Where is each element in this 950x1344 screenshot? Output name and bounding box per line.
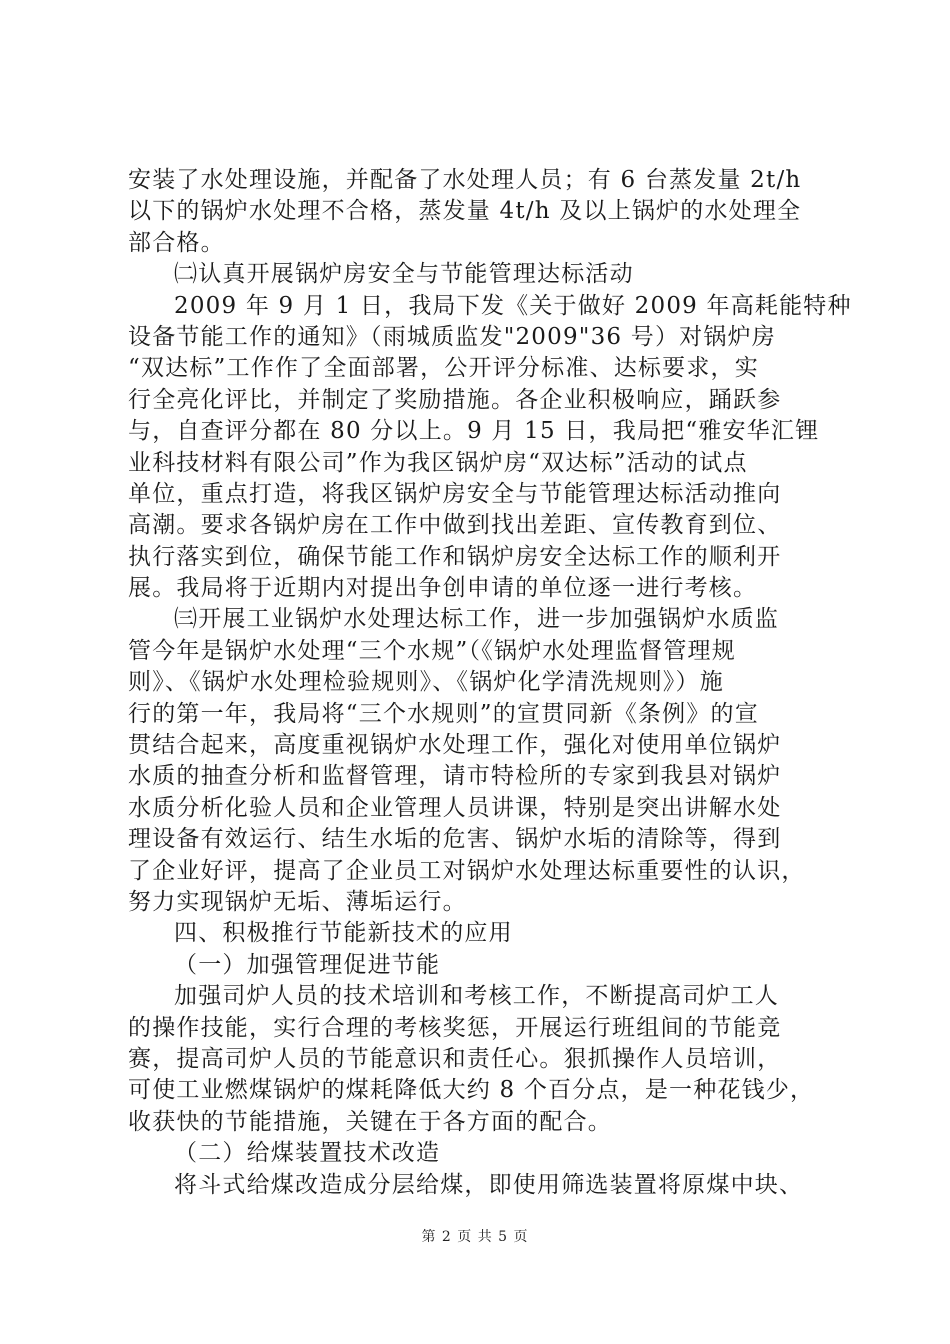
text-line: 展。我局将于近期内对提出争创申请的单位逐一进行考核。 [128,575,758,602]
text-line: 高潮。要求各锅炉房在工作中做到找出差距、宣传教育到位、 [128,512,782,539]
text-line: 贯结合起来，高度重视锅炉水处理工作，强化对使用单位锅炉 [128,732,782,759]
text-line: 赛，提高司炉人员的节能意识和责任心。狠抓操作人员培训， [128,1045,782,1072]
text-line: 与，自查评分都在 80 分以上。9 月 15 日，我局把“雅安华汇锂 [128,418,820,445]
text-line: 管今年是锅炉水处理“三个水规”（《锅炉水处理监督管理规 [128,637,736,664]
text-line: 设备节能工作的通知》（雨城质监发"2009"36 号）对锅炉房 [128,323,776,350]
text-line: 部合格。 [128,229,225,256]
text-line: 行的第一年，我局将“三个水规则”的宣贯同新《条例》的宣 [128,700,759,727]
text-line: 理设备有效运行、结生水垢的危害、锅炉水垢的清除等，得到 [128,826,782,853]
text-line: 以下的锅炉水处理不合格，蒸发量 4t/h 及以上锅炉的水处理全 [128,198,802,225]
text-line: ㈡认真开展锅炉房安全与节能管理达标活动 [174,261,634,288]
text-line: 了企业好评，提高了企业员工对锅炉水处理达标重要性的认识， [128,857,806,884]
text-line: “双达标”工作作了全面部署，公开评分标准、达标要求，实 [128,355,759,382]
text-line: 努力实现锅炉无垢、薄垢运行。 [128,888,467,915]
text-line: 加强司炉人员的技术培训和考核工作，不断提高司炉工人 [174,983,779,1010]
text-line: 安装了水处理设施，并配备了水处理人员；有 6 台蒸发量 2t/h [128,167,802,193]
text-line: 可使工业燃煤锅炉的煤耗降低大约 8 个百分点，是一种花钱少， [128,1077,815,1104]
text-line: （一）加强管理促进节能 [174,951,441,978]
text-line: 单位，重点打造，将我区锅炉房安全与节能管理达标活动推向 [128,480,782,507]
text-line: 的操作技能，实行合理的考核奖惩，开展运行班组间的节能竞 [128,1014,782,1041]
text-line: 2009 年 9 月 1 日，我局下发《关于做好 2009 年高耗能特种 [174,292,852,319]
text-line: 水质分析化验人员和企业管理人员讲课，特别是突出讲解水处 [128,794,782,821]
page-footer: 第 2 页 共 5 页 [421,1229,529,1245]
text-line: 收获快的节能措施，关键在于各方面的配合。 [128,1108,612,1135]
text-line: 业科技材料有限公司”作为我区锅炉房“双达标”活动的试点 [128,449,748,476]
text-line: ㈢开展工业锅炉水处理达标工作，进一步加强锅炉水质监 [174,606,779,633]
text-line: 将斗式给煤改造成分层给煤，即使用筛选装置将原煤中块、 [174,1171,804,1198]
text-line: 则》、《锅炉水处理检验规则》、《锅炉化学清洗规则》）施 [128,669,724,696]
text-line: 行全亮化评比，并制定了奖励措施。各企业积极响应，踊跃参 [128,386,782,413]
document-body [128,165,852,1201]
text-line: 四、积极推行节能新技术的应用 [174,920,513,947]
text-line: 水质的抽查分析和监督管理，请市特检所的专家到我县对锅炉 [128,763,782,790]
text-line: （二）给煤装置技术改造 [174,1140,441,1167]
text-line: 执行落实到位，确保节能工作和锅炉房安全达标工作的顺利开 [128,543,782,570]
